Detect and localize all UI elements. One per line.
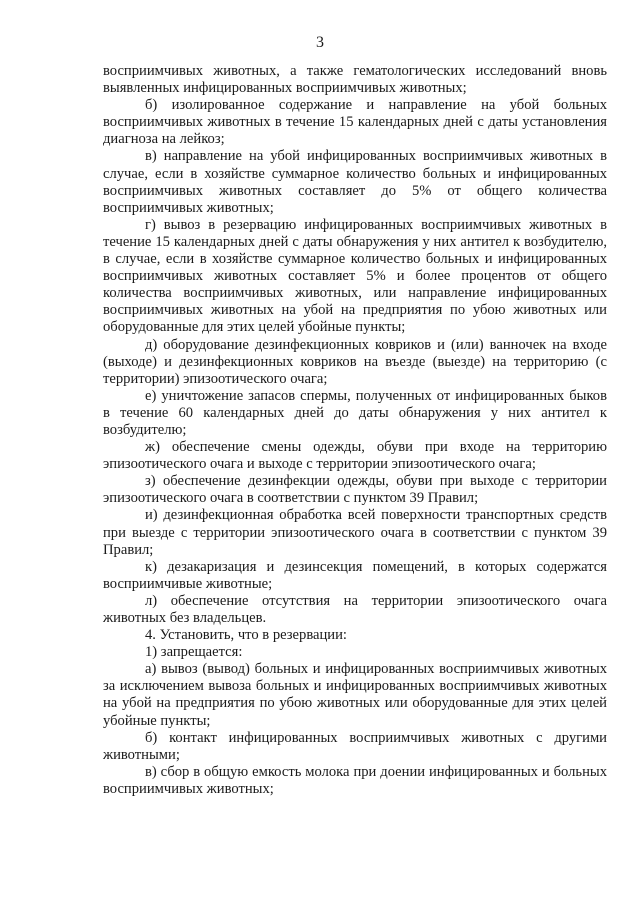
paragraph-k-pest-control: к) дезакаризация и дезинсекция помещений, в которых содержатся восприимчивые животные;: [103, 558, 607, 592]
paragraph-continuation: восприимчивых животных, а также гематологических исследований вновь выявленных инфицированных восприимчивых животных;: [103, 63, 607, 97]
paragraph-zh-clothing-change: ж) обеспечение смены одежды, обуви при входе на территорию эпизоотического очага и выходе с территории эпизоотического очага;: [103, 439, 607, 473]
document-body: [103, 63, 607, 798]
subsection-1-prohibited: 1) запрещается:: [145, 644, 243, 661]
paragraph-v-slaughter: в) направление на убой инфицированных восприимчивых животных в случае, если в хозяйстве суммарное количество больных и инфицированных восприимчивых животных составляет до 5% от общего количества восприимчивых животных;: [103, 148, 607, 216]
paragraph-b-contact: б) контакт инфицированных восприимчивых животных с другими животными;: [103, 729, 607, 763]
paragraph-a-removal: а) вывоз (вывод) больных и инфицированных восприимчивых животных за исключением вывоза больных и инфицированных восприимчивых животных на убой на предприятия по убою животных или оборудованные для этих целей убойные пункты;: [103, 661, 607, 729]
paragraph-e-sperm-destruction: е) уничтожение запасов спермы, полученных от инфицированных быков в течение 60 календарных дней до даты обнаружения у них антител к возбудителю;: [103, 387, 607, 438]
paragraph-d-disinfection-mats: д) оборудование дезинфекционных ковриков и (или) ванночек на входе (выходе) и дезинфекционных ковриков на въезде (выезде) на территорию (с территории) эпизоотического очага;: [103, 336, 607, 387]
paragraph-l-stray-animals: л) обеспечение отсутствия на территории эпизоотического очага животных без владельцев.: [103, 592, 607, 626]
paragraph-g-reservation: г) вывоз в резервацию инфицированных восприимчивых животных в течение 15 календарных дней с даты обнаружения у них антител к возбудителю, в случае, если в хозяйстве суммарное количество больных и инфицированных восприимчивых животных составляет 5% и более процентов от общего количества восприимчивых животных, или направление инфицированных восприимчивых животных на убой на предприятия по убою животных или оборудованные для этих целей убойные пункты;: [103, 216, 607, 336]
paragraph-v-milk-collection: в) сбор в общую емкость молока при доении инфицированных и больных восприимчивых животных;: [103, 763, 607, 797]
paragraph-i-vehicle-treatment: и) дезинфекционная обработка всей поверхности транспортных средств при выезде с территории эпизоотического очага в соответствии с пунктом 39 Правил;: [103, 507, 607, 558]
paragraph-b-isolation: б) изолированное содержание и направление на убой больных восприимчивых животных в течение 15 календарных дней с даты установления диагноза на лейкоз;: [103, 97, 607, 148]
section-heading-4: 4. Установить, что в резервации:: [145, 627, 347, 644]
page-number: 3: [316, 34, 324, 51]
paragraph-z-clothing-disinfection: з) обеспечение дезинфекции одежды, обуви при выходе с территории эпизоотического очага в соответствии с пунктом 39 Правил;: [103, 473, 607, 507]
